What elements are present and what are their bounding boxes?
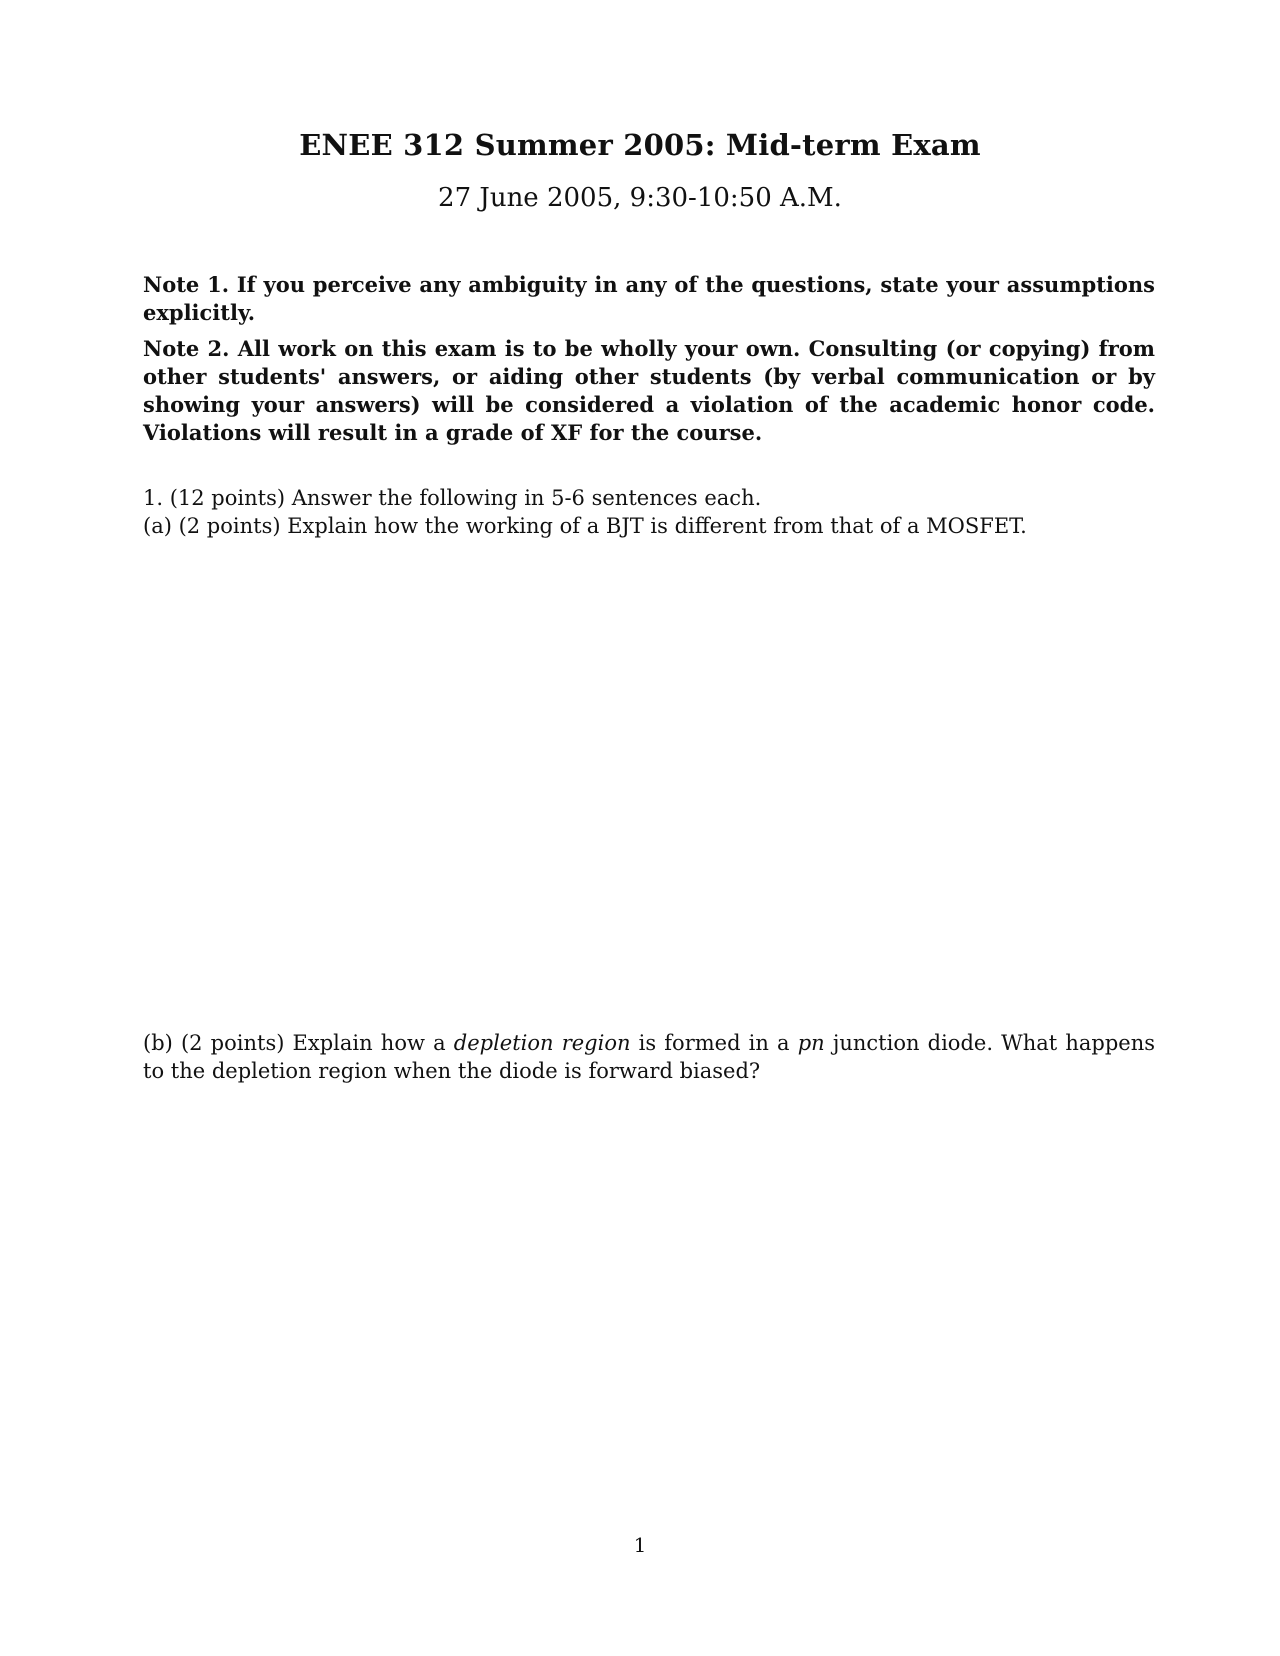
- question-1b-term-depletion-region: depletion region: [453, 1031, 631, 1055]
- question-1b-text-start: (b) (2 points) Explain how a: [143, 1031, 454, 1055]
- page-number: 1: [633, 1533, 647, 1557]
- exam-date-time: 27 June 2005, 9:30-10:50 A.M.: [438, 183, 842, 213]
- question-1b-text-middle: is formed in a: [630, 1031, 798, 1055]
- note-1: Note 1. If you perceive any ambiguity in any of the questions, state your assumptions explicitly.: [143, 272, 1155, 325]
- question-1b: [143, 1029, 1155, 1085]
- question-1b-text-end: junction diode. What happens to the depletion region when the diode is forward biased?: [143, 1031, 1156, 1083]
- note-2: Note 2. All work on this exam is to be wholly your own. Consulting (or copying) from other students' answers, or aiding other students (by verbal communication or by showing your answers) will be considered a violation of the academic honor code. Violations will result in a grade of XF for the course.: [143, 336, 1155, 445]
- question-1-intro: 1. (12 points) Answer the following in 5-6 sentences each.: [143, 486, 762, 510]
- question-1b-term-pn: pn: [797, 1031, 825, 1055]
- exam-title: ENEE 312 Summer 2005: Mid-term Exam: [299, 128, 981, 162]
- question-1a: (a) (2 points) Explain how the working of a BJT is different from that of a MOSFET.: [143, 514, 1027, 538]
